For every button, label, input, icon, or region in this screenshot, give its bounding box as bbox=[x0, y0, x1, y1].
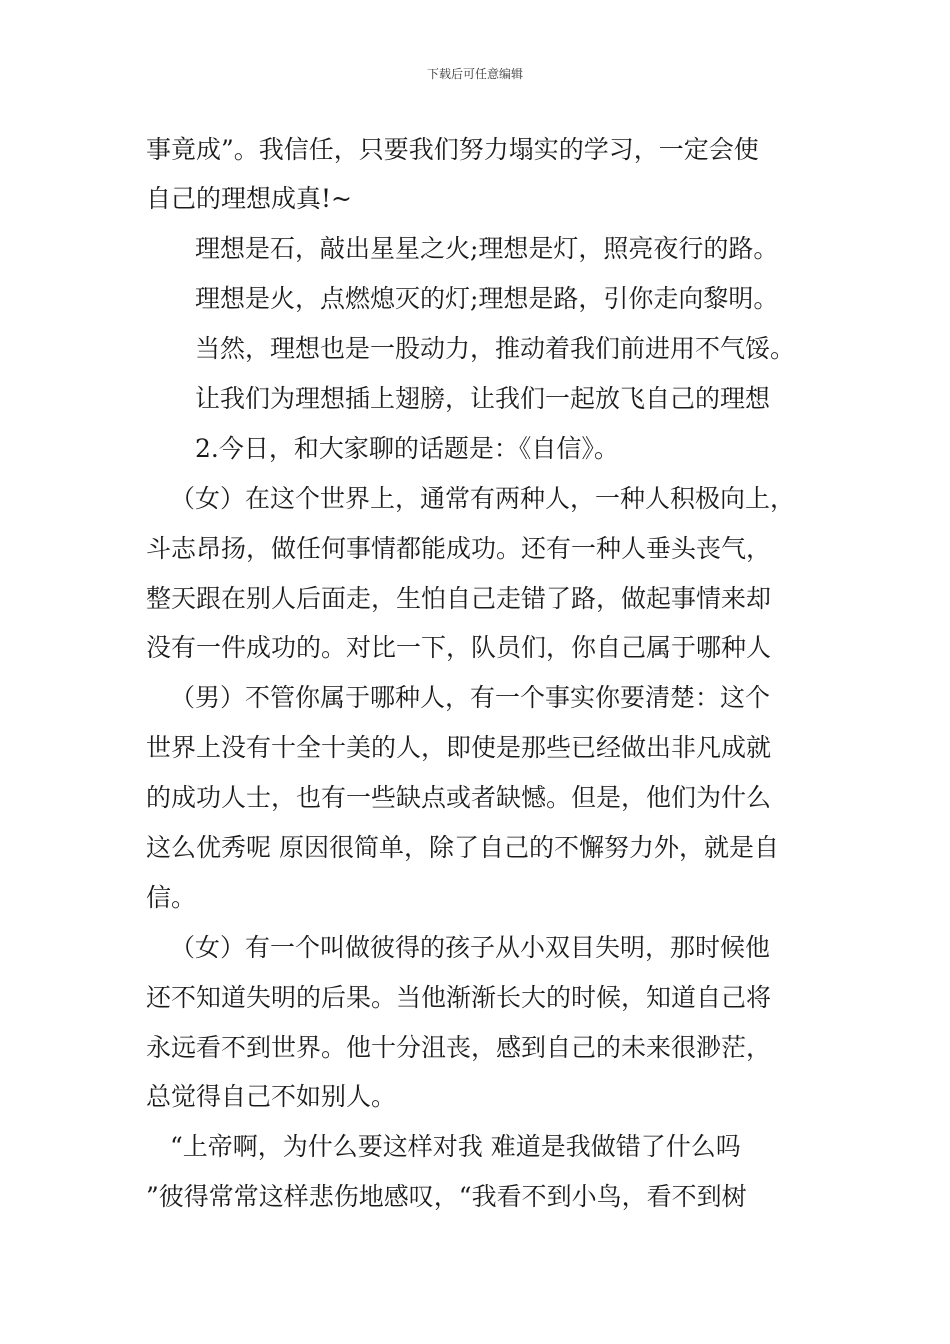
text-line: 整天跟在别人后面走，生怕自己走错了路，做起事情来却 bbox=[146, 584, 772, 613]
text-line: 世界上没有十全十美的人，即使是那些已经做出非凡成就 bbox=[146, 733, 772, 762]
text-line: 信。 bbox=[146, 883, 197, 912]
text-line: 理想是石，敲出星星之火;理想是灯，照亮夜行的路。 bbox=[195, 234, 779, 263]
text-line: 让我们为理想插上翅膀，让我们一起放飞自己的理想 bbox=[195, 384, 771, 413]
text-line: ”彼得常常这样悲伤地感叹，“我看不到小鸟，看不到树 bbox=[146, 1182, 747, 1211]
text-line: 斗志昂扬，做任何事情都能成功。还有一种人垂头丧气， bbox=[146, 534, 772, 563]
text-line: 当然，理想也是一股动力，推动着我们前进用不气馁。 bbox=[195, 334, 796, 363]
text-line: “上帝啊，为什么要这样对我 难道是我做错了什么吗 bbox=[170, 1132, 741, 1161]
text-line: 这么优秀呢 原因很简单，除了自己的不懈努力外，就是自 bbox=[146, 833, 779, 862]
text-line: 没有一件成功的。对比一下，队员们，你自己属于哪种人 bbox=[146, 633, 772, 662]
text-line: 理想是火，点燃熄灭的灯;理想是路，引你走向黎明。 bbox=[195, 284, 779, 313]
text-line: 永远看不到世界。他十分沮丧，感到自己的未来很渺茫， bbox=[146, 1033, 772, 1062]
page-header: 下载后可任意编辑 bbox=[426, 67, 523, 81]
text-line: （男）不管你属于哪种人，有一个事实你要清楚：这个 bbox=[170, 683, 771, 712]
text-line: （女）在这个世界上，通常有两种人，一种人积极向上， bbox=[170, 484, 796, 513]
text-line: 总觉得自己不如别人。 bbox=[146, 1082, 397, 1111]
text-line: 事竟成”。我信任，只要我们努力塌实的学习，一定会使 bbox=[146, 135, 759, 164]
text-line: 还不知道失明的后果。当他渐渐长大的时候，知道自己将 bbox=[146, 983, 772, 1012]
text-line: 2.今日，和大家聊的话题是：《自信》。 bbox=[195, 434, 619, 463]
text-line: 的成功人士，也有一些缺点或者缺憾。但是，他们为什么 bbox=[146, 783, 772, 812]
text-line: 自己的理想成真!~ bbox=[146, 184, 352, 213]
text-line: （女）有一个叫做彼得的孩子从小双目失明，那时候他 bbox=[170, 933, 771, 962]
